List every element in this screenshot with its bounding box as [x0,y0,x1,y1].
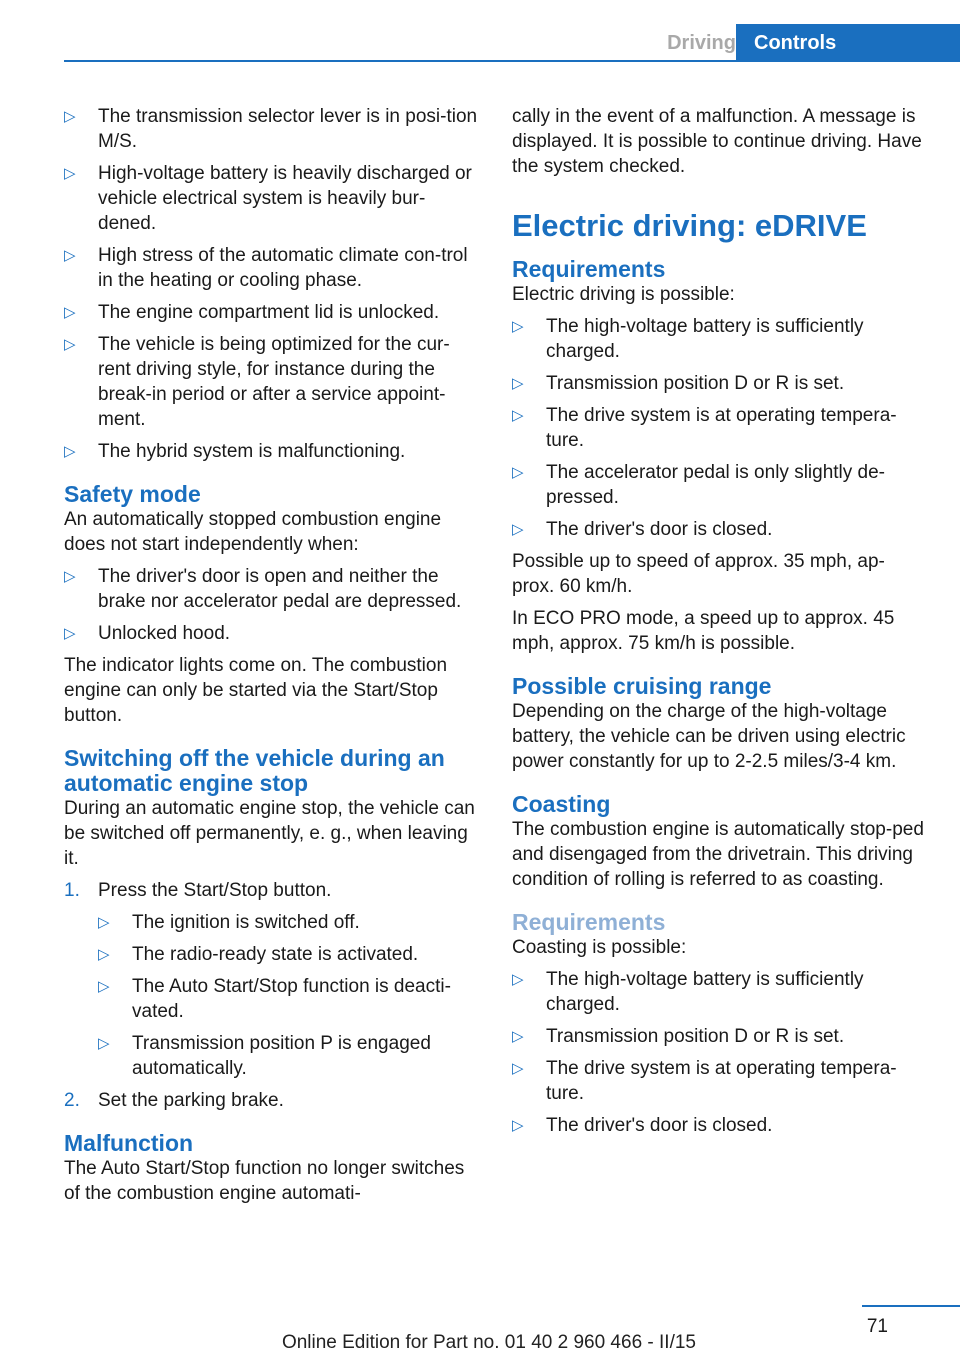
list-item [512,517,927,542]
step-1 [64,878,479,903]
list-item-text: Unlocked hood. [98,623,231,644]
list-item [98,974,479,1024]
indicator-text: The indicator lights come on. The combustion engine can only be started via the Start/Stop button. [64,655,448,726]
list-item-text: Transmission position D or R is set. [546,373,845,394]
list-item [512,1113,927,1138]
list-item-text: The transmission selector lever is in posi‐tion M/S. [98,106,478,152]
tab-controls: Controls [736,24,960,62]
range-heading: Possible cruising range [512,673,772,699]
bullet-icon: ▷ [512,375,524,392]
list-item [64,104,479,154]
list-item [512,1024,927,1049]
bullet-icon: ▷ [512,521,524,538]
list-item-text: High-voltage battery is heavily discharged or vehicle electrical system is heavily bur‐dened. [98,163,472,234]
bullet-icon: ▷ [64,108,76,125]
safety-condition-list [64,564,479,646]
left-column [64,104,479,1213]
list-item-text: The driver's door is open and neither the brake nor accelerator pedal are depressed. [98,566,462,612]
safety-mode-heading: Safety mode [64,481,201,507]
page-number: 71 [866,1316,888,1337]
list-item [64,439,479,464]
list-item [98,942,479,967]
list-item-text: The driver's door is closed. [546,1115,773,1136]
list-item [64,161,479,236]
step-text: Press the Start/Stop button. [98,880,332,901]
eco-pro-text: In ECO PRO mode, a speed up to approx. 45 mph, approx. 75 km/h is possible. [512,608,895,654]
coasting-requirements-text: Coasting is possible: [512,937,687,958]
switch-off-heading: Switching off the vehicle during an automatic engine stop [64,745,445,796]
list-item-text: The ignition is switched off. [132,912,360,933]
list-item-text: The high-voltage battery is sufficiently charged. [546,969,864,1015]
list-item [64,564,479,614]
bullet-icon: ▷ [64,304,76,321]
bullet-icon: ▷ [64,625,76,642]
list-item-text: The drive system is at operating tempera‐ture. [546,405,897,451]
requirements-text: Electric driving is possible: [512,284,735,305]
coasting-heading: Coasting [512,791,611,817]
list-item [98,910,479,935]
switch-off-text: During an automatic engine stop, the vehicle can be switched off permanently, e. g., when leaving it. [64,798,475,869]
step-number: 1. [64,880,80,901]
list-item [64,243,479,293]
list-item [64,332,479,432]
bullet-icon: ▷ [64,336,76,353]
list-item-text: Transmission position P is engaged automatically. [132,1033,431,1079]
malfunction-text-continued: cally in the event of a malfunction. A message is displayed. It is possible to continue driving. Have the system checked. [512,106,922,177]
bullet-icon: ▷ [512,464,524,481]
bullet-icon: ▷ [64,443,76,460]
edrive-heading: Electric driving: eDRIVE [512,208,867,243]
step-text: Set the parking brake. [98,1090,284,1111]
header-rule [64,60,960,62]
bullet-icon: ▷ [98,978,110,995]
list-item-text: The hybrid system is malfunctioning. [98,441,406,462]
bullet-icon: ▷ [512,1060,524,1077]
list-item-text: The engine compartment lid is unlocked. [98,302,440,323]
malfunction-heading: Malfunction [64,1130,194,1156]
step-2 [64,1088,479,1113]
list-item [512,460,927,510]
requirements-heading: Requirements [512,256,666,282]
step-1-result-list [64,910,479,1081]
bullet-icon: ▷ [512,407,524,424]
bullet-icon: ▷ [64,247,76,264]
range-text: Depending on the charge of the high-voltage battery, the vehicle can be driven using electric power constantly for up to 2-2.5 miles/3-4 km. [512,701,906,772]
edrive-requirements-list [512,314,927,542]
edition-text: Online Edition for Part no. 01 40 2 960 466 - II/15 [281,1332,696,1353]
list-item-text: High stress of the automatic climate con‐trol in the heating or cooling phase. [98,245,468,291]
malfunction-text: The Auto Start/Stop function no longer switches of the combustion engine automati‐ [64,1158,465,1204]
list-item [64,300,479,325]
list-item [512,403,927,453]
bullet-icon: ▷ [512,971,524,988]
list-item-text: The accelerator pedal is only slightly de‐pressed. [546,462,886,508]
list-item [512,314,927,364]
bullet-icon: ▷ [98,1035,110,1052]
coasting-text: The combustion engine is automatically stop‐ped and disengaged from the drivetrain. This driving condition of rolling is referred to as coasting. [512,819,924,890]
list-item-text: The drive system is at operating tempera‐ture. [546,1058,897,1104]
list-item-text: Transmission position D or R is set. [546,1026,845,1047]
coasting-requirements-heading: Requirements [512,909,666,935]
bullet-icon: ▷ [512,1117,524,1134]
bullet-icon: ▷ [98,946,110,963]
step-number: 2. [64,1090,80,1111]
list-item-text: The vehicle is being optimized for the cur‐rent driving style, for instance during the break-in period or after a service appoint‐ment. [98,334,450,430]
list-item [512,1056,927,1106]
status-condition-list [64,104,479,464]
list-item-text: The radio-ready state is activated. [132,944,419,965]
bullet-icon: ▷ [64,165,76,182]
list-item-text: The driver's door is closed. [546,519,773,540]
list-item [512,967,927,1017]
right-column [512,104,927,1145]
list-item [98,1031,479,1081]
bullet-icon: ▷ [98,914,110,931]
list-item [512,371,927,396]
speed-text: Possible up to speed of approx. 35 mph, ap‐prox. 60 km/h. [512,551,885,597]
list-item-text: The high-voltage battery is sufficiently charged. [546,316,864,362]
bullet-icon: ▷ [64,568,76,585]
tab-driving: Driving [667,32,736,54]
bullet-icon: ▷ [512,1028,524,1045]
list-item [64,621,479,646]
list-item-text: The Auto Start/Stop function is deacti‐vated. [132,976,451,1022]
footer-rule [862,1305,960,1307]
safety-mode-text: An automatically stopped combustion engine does not start independently when: [64,509,442,555]
coasting-requirements-list [512,967,927,1138]
bullet-icon: ▷ [512,318,524,335]
